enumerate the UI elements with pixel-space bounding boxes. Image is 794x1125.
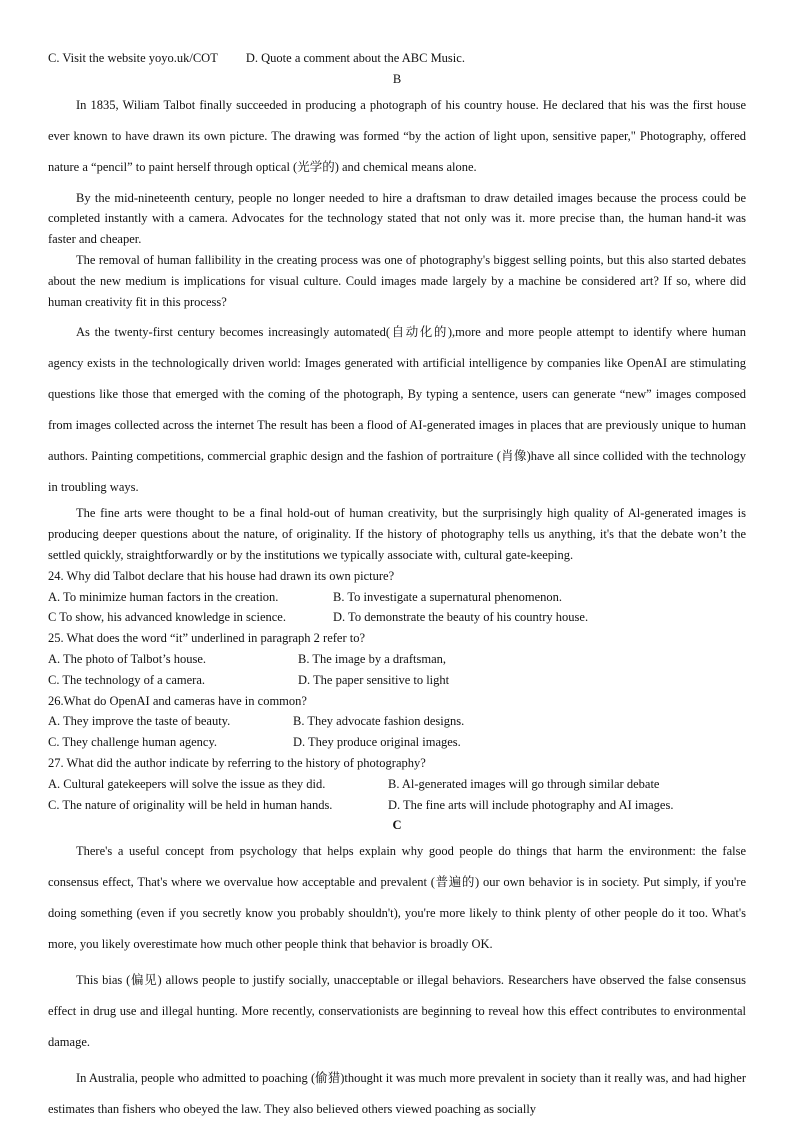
passage-b-paragraph-1: In 1835, Wiliam Talbot finally succeeded in producing a photograph of his country house. He declared that his was the first house ever known to have drawn its own picture. The drawing was formed “by the action of light upon, sensitive paper," Photography, offered nature a “pencil” to paint herself through optical (光学的) and chemical means alone. (48, 97, 746, 174)
option-c: C. The technology of a camera. (48, 672, 206, 687)
question-stem: 24. Why did Talbot declare that his house had drawn its own picture? (48, 568, 395, 583)
option-d: D. The fine arts will include photography and AI images. (388, 797, 674, 812)
option-a: A. Cultural gatekeepers will solve the issue as they did. (48, 776, 326, 791)
passage-b-paragraph-4: As the twenty-first century becomes increasingly automated(自动化的),more and more people attempt to identify where human agency exists in the technologically driven world: Images generated with artificial intelligence by companies like OpenAI are stimulating questions like those that emerged with the coming of the photograph, By typing a sentence, users can generate “new” images composed from images collected across the internet The result has been a flood of AI-generated images in places that are previously unique to human authors. Painting competitions, commercial graphic design and the fashion of portraiture (肖像)have all since collided with the technology in troubling ways. (48, 325, 746, 495)
question-25 (48, 628, 746, 690)
question-24 (48, 566, 746, 628)
option-c: C To show, his advanced knowledge in science. (48, 610, 286, 625)
question-26 (48, 691, 746, 753)
passage-c-paragraph-2: This bias (偏见) allows people to justify socially, unacceptable or illegal behaviors. Researchers have observed the false consensus effect in drug use and illegal hunting. More recently, conservationists are beginning to reveal how this effect contributes to environmental damage. (48, 973, 746, 1050)
option-a: A. To minimize human factors in the creation. (48, 589, 279, 604)
passage-b-heading: B (392, 71, 402, 86)
passage-b-paragraph-2: By the mid-nineteenth century, people no longer needed to hire a draftsman to draw detailed images because the process could be completed instantly with a camera. Advocates for the technology stated that not only was it. more precise than, the human hand-it was faster and cheaper. (48, 190, 746, 247)
option-b: B. They advocate fashion designs. (293, 714, 465, 729)
passage-c-paragraph-1: There's a useful concept from psychology that helps explain why good people do things that harm the environment: the false consensus effect, That's where we overvalue how acceptable and prevalent (普遍的) our own behavior is in society. Put simply, if you're doing something (even if you secretly know you probably shouldn't), you're more likely to think plenty of other people do it too. What's more, you likely overestimate how much other people think that behavior is broadly OK. (48, 844, 746, 952)
option-d: D. To demonstrate the beauty of his country house. (333, 610, 589, 625)
question-stem: 25. What does the word “it” underlined in paragraph 2 refer to? (48, 631, 366, 646)
passage-b-paragraph-3: The removal of human fallibility in the creating process was one of photography's biggest selling points, but this also started debates about the new medium is implications for visual culture. Could images made largely by a machine be considered art? If so, where did human creativity fit in this process? (48, 252, 746, 309)
option-b: B. Al-generated images will go through similar debate (388, 776, 660, 791)
option-d: D. Quote a comment about the ABC Music. (245, 51, 465, 65)
document-page (48, 48, 746, 1125)
option-c: C. They challenge human agency. (48, 735, 218, 750)
question-stem: 27. What did the author indicate by referring to the history of photography? (48, 755, 426, 770)
option-c: C. Visit the website yoyo.uk/COT (48, 51, 218, 65)
option-d: D. They produce original images. (293, 735, 461, 750)
passage-c-paragraph-3: In Australia, people who admitted to poaching (偷猎)thought it was much more prevalent in society than it really was, and had higher estimates than fishers who obeyed the law. They also believed others viewed poaching as socially (48, 1071, 746, 1117)
passage-b-paragraph-5: The fine arts were thought to be a final hold-out of human creativity, but the surprisingly high quality of Al-generated images is producing deeper questions about the nature, of originality. If the history of photography tells us anything, it's that the debate won’t the settled quickly, straightforwardly or by the institutions we typically associate with, cultural gate-keeping. (48, 506, 746, 562)
question-stem: 26.What do OpenAI and cameras have in common? (48, 693, 307, 708)
previous-question-options (48, 48, 746, 69)
question-27 (48, 753, 746, 815)
option-a: A. The photo of Talbot’s house. (48, 651, 207, 666)
passage-c-heading: C (392, 818, 402, 833)
option-b: B. To investigate a supernatural phenomenon. (333, 589, 563, 604)
option-c: C. The nature of originality will be held in human hands. (48, 797, 333, 812)
option-d: D. The paper sensitive to light (298, 672, 450, 687)
option-a: A. They improve the taste of beauty. (48, 714, 231, 729)
option-b: B. The image by a draftsman, (298, 651, 446, 666)
